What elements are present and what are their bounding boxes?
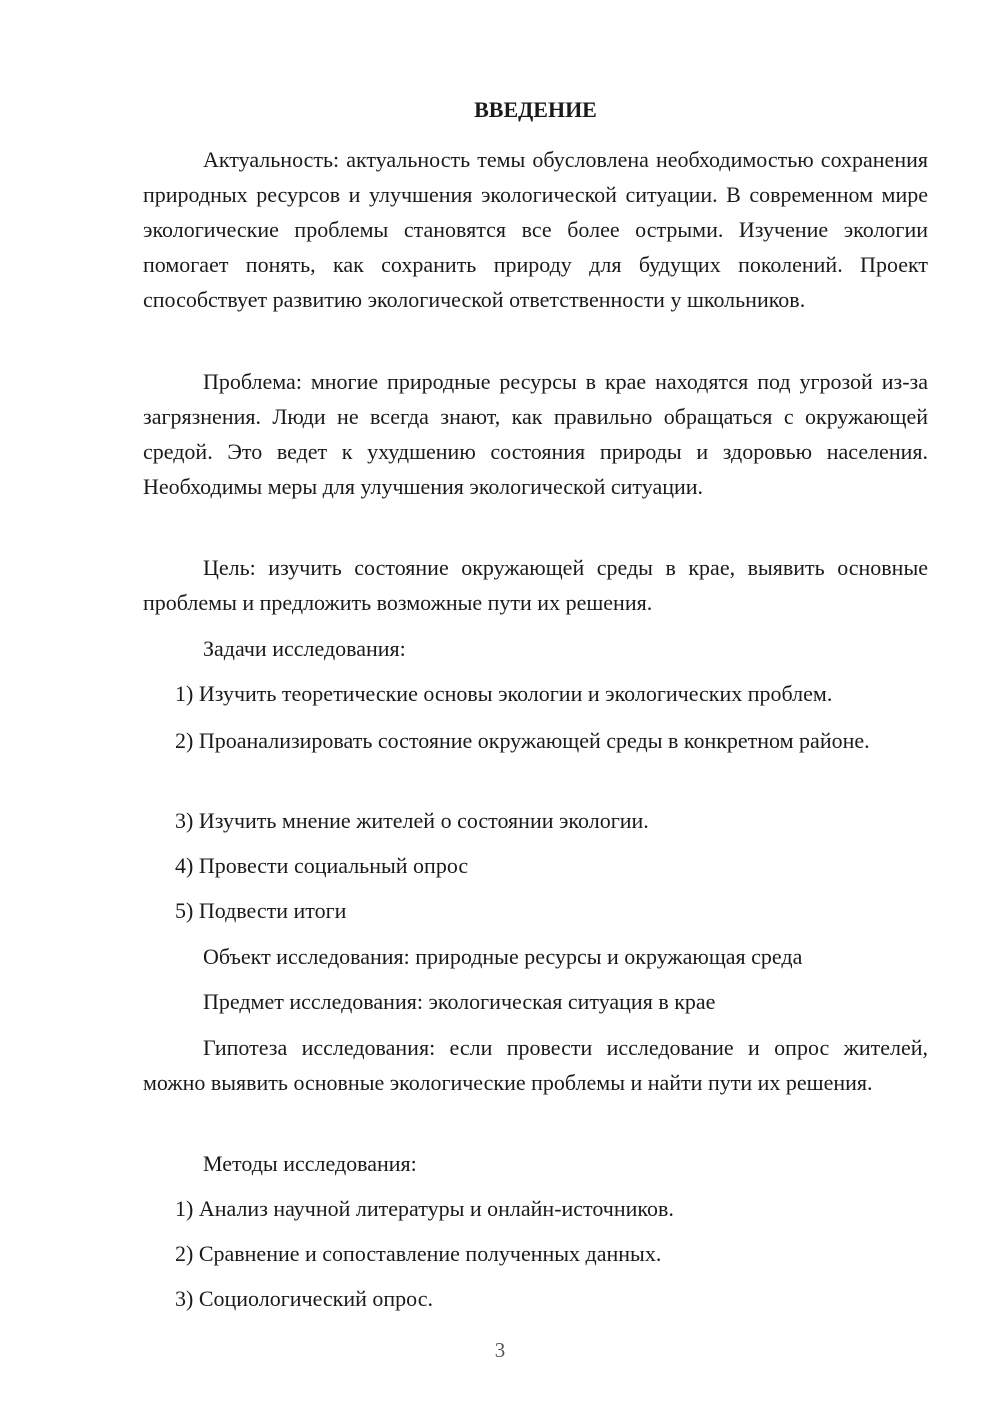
methods-heading: Методы исследования: <box>203 1151 417 1176</box>
task-item-3: 3) Изучить мнение жителей о состоянии экологии. <box>175 808 649 833</box>
tasks-heading: Задачи исследования: <box>203 636 406 661</box>
task-item-4: 4) Провести социальный опрос <box>175 853 469 878</box>
goal-paragraph: Цель: изучить состояние окружающей среды в крае, выявить основные проблемы и предложить возможные пути их решения. <box>143 555 928 615</box>
page-title: ВВЕДЕНИЕ <box>474 97 597 122</box>
object-paragraph: Объект исследования: природные ресурсы и окружающая среда <box>203 944 803 969</box>
task-item-2: 2) Проанализировать состояние окружающей среды в конкретном районе. <box>175 728 870 753</box>
method-item-3: 3) Социологический опрос. <box>175 1286 433 1311</box>
task-item-5: 5) Подвести итоги <box>175 898 347 923</box>
hypothesis-paragraph: Гипотеза исследования: если провести исследование и опрос жителей, можно выявить основные экологические проблемы и найти пути их решения. <box>143 1035 928 1095</box>
subject-paragraph: Предмет исследования: экологическая ситуация в крае <box>203 989 716 1014</box>
relevance-paragraph: Актуальность: актуальность темы обусловлена необходимостью сохранения природных ресурсов и улучшения экологической ситуации. В современном мире экологические проблемы становятся все более острыми. Изучение экологии помогает понять, как сохранить природу для будущих поколений. Проект способствует развитию экологической ответственности у школьников. <box>143 147 928 312</box>
problem-paragraph: Проблема: многие природные ресурсы в крае находятся под угрозой из-за загрязнения. Люди не всегда знают, как правильно обращаться с окружающей средой. Это ведет к ухудшению состояния природы и здоровью населения. Необходимы меры для улучшения экологической ситуации. <box>143 369 928 499</box>
task-item-1: 1) Изучить теоретические основы экологии и экологических проблем. <box>175 681 833 706</box>
page-number: 3 <box>494 1338 506 1362</box>
method-item-2: 2) Сравнение и сопоставление полученных данных. <box>175 1241 662 1266</box>
method-item-1: 1) Анализ научной литературы и онлайн-источников. <box>175 1196 674 1221</box>
